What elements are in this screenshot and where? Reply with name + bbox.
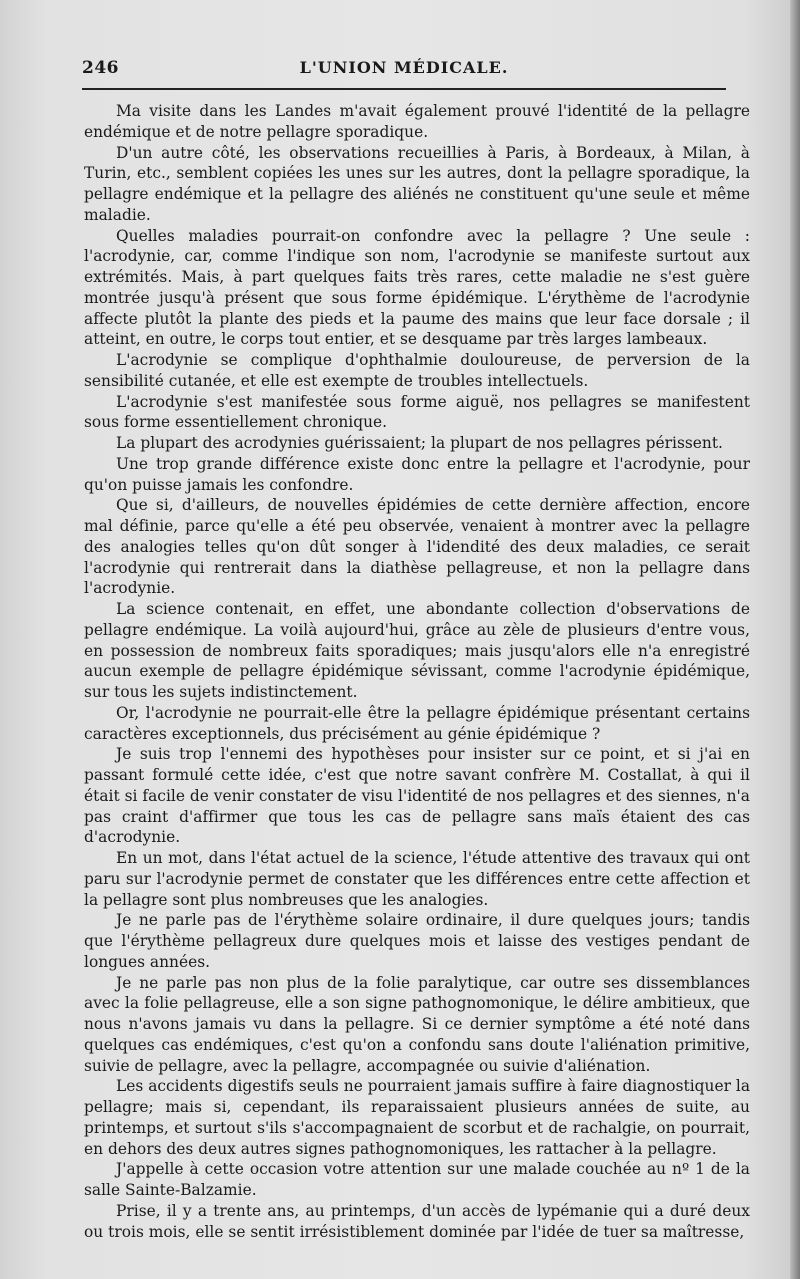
paragraph: L'acrodynie s'est manifestée sous forme aiguë, nos pellagres se manifestent sous forme essentiellement chronique. [84,392,750,432]
body-text [84,101,750,1242]
paragraph: L'acrodynie se complique d'ophthalmie douloureuse, de perversion de la sensibilité cutanée, et elle est exempte de troubles intellectuels. [84,351,750,390]
paragraph: Je ne parle pas de l'érythème solaire ordinaire, il dure quelques jours; tandis que l'érythème pellagreux dure quelques mois et laisse des vestiges pendant de longues années. [84,911,750,971]
paragraph: Quelles maladies pourrait-on confondre avec la pellagre ? Une seule : l'acrodynie, car, comme l'indique son nom, l'acrodynie se manifeste surtout aux extrémités. Mais, à part quelques faits très rares, cette maladie ne s'est guère montrée jusqu'à présent que sous forme épidémique. L'érythème de l'acrodynie affecte plutôt la plante des pieds et la paume des mains que leur face dorsale ; il atteint, en outre, le corps tout entier, et se desquame par très larges lambeaux. [84,226,750,349]
header-rule [82,88,726,90]
paragraph: Ma visite dans les Landes m'avait également prouvé l'identité de la pellagre endémique et de notre pellagre sporadique. [84,102,750,141]
page-edge-shadow [790,0,800,1279]
paragraph: Or, l'acrodynie ne pourrait-elle être la pellagre épidémique présentant certains caractères exceptionnels, dus précisément au génie épidémique ? [84,703,750,743]
paragraph: Je suis trop l'ennemi des hypothèses pour insister sur ce point, et si j'ai en passant formulé cette idée, c'est que notre savant confrère M. Costallat, à qui il était si facile de venir constater de visu l'identité de nos pellagres et des siennes, n'a pas craint d'affirmer que tous les cas de pellagre sans maïs étaient des cas d'acrodynie. [84,745,750,847]
paragraph: Les accidents digestifs seuls ne pourraient jamais suffire à faire diagnostiquer la pellagre; mais si, cependant, ils reparaissaient plusieurs années de suite, au printemps, et surtout s'ils s'accompagnaient de scorbut et de rachalgie, on pourrait, en dehors des deux autres signes pathognomoniques, les rattacher à la pellagre. [84,1077,751,1158]
page-number: 246 [82,58,119,78]
paragraph: J'appelle à cette occasion votre attention sur une malade couchée au nº 1 de la salle Sainte-Balzamie. [84,1160,750,1199]
paragraph: D'un autre côté, les observations recueillies à Paris, à Bordeaux, à Milan, à Turin, etc., semblent copiées les unes sur les autres, dont la pellagre sporadique, la pellagre endémique et la pellagre des aliénés ne constituent qu'une seule et même maladie. [84,143,750,224]
page-header [82,58,726,82]
paragraph: Que si, d'ailleurs, de nouvelles épidémies de cette dernière affection, encore mal définie, parce qu'elle a été peu observée, venaient à montrer avec la pellagre des analogies telles qu'on dût songer à l'idendité des deux maladies, ce serait l'acrodynie qui rentrerait dans la diathèse pellagreuse, et non la pellagre dans l'acrodynie. [84,496,750,598]
paragraph: La plupart des acrodynies guérissaient; la plupart de nos pellagres périssent. [116,434,723,452]
paragraph: Une trop grande différence existe donc entre la pellagre et l'acrodynie, pour qu'on puisse jamais les confondre. [84,454,750,494]
paragraph: La science contenait, en effet, une abondante collection d'observations de pellagre endémique. La voilà aujourd'hui, grâce au zèle de plusieurs d'entre vous, en possession de nombreux faits sporadiques; mais jusqu'alors elle n'a enregistré aucun exemple de pellagre épidémique sévissant, comme l'acrodynie épidémique, sur tous les sujets indistinctement. [84,600,750,701]
running-title: L'UNION MÉDICALE. [299,58,509,77]
paragraph: Je ne parle pas non plus de la folie paralytique, car outre ses dissemblances avec la folie pellagreuse, elle a son signe pathognomonique, le délire ambitieux, que nous n'avons jamais vu dans la pellagre. Si ce dernier symptôme a été noté dans quelques cas endémiques, c'est qu'on a confondu sans doute l'aliénation primitive, suivie de pellagre, avec la pellagre, accompagnée ou suivie d'aliénation. [84,973,750,1075]
paragraph: Prise, il y a trente ans, au printemps, d'un accès de lypémanie qui a duré deux ou trois mois, elle se sentit irrésistiblement dominée par l'idée de tuer sa maîtresse, [84,1201,750,1241]
paragraph: En un mot, dans l'état actuel de la science, l'étude attentive des travaux qui ont paru sur l'acrodynie permet de constater que les différences entre cette affection et la pellagre sont plus nombreuses que les analogies. [84,849,750,909]
